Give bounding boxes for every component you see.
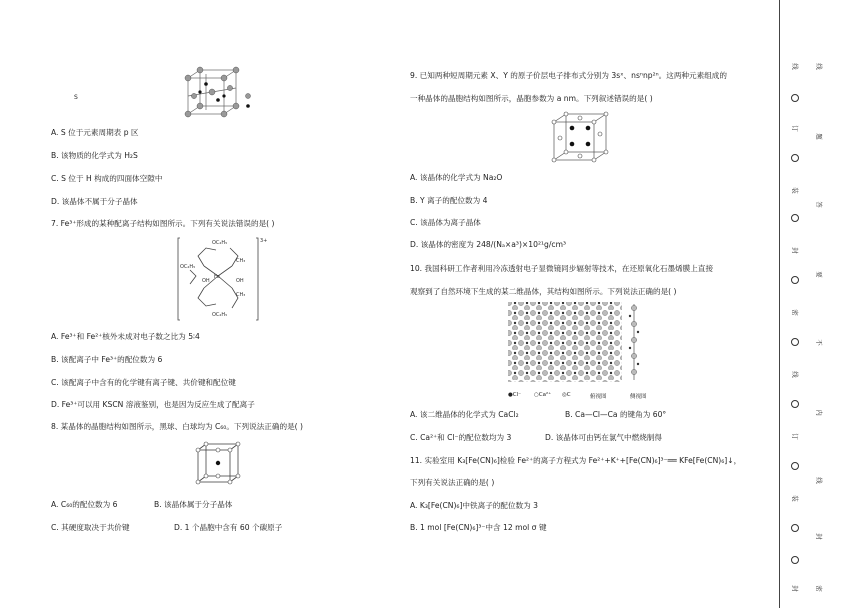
q6-crystal-figure <box>180 66 270 122</box>
svg-text:Fe: Fe <box>214 274 220 280</box>
binding-hole <box>791 338 799 346</box>
svg-text:CH₃: CH₃ <box>236 258 246 264</box>
q9-cell-figure <box>550 110 610 164</box>
q8-stem: 8. 某晶体的晶胞结构如图所示，黑球、白球均为 C₆₀。下列说法正确的是( ) <box>51 422 304 431</box>
margin-char: 装 <box>790 495 799 502</box>
margin-char: 装 <box>790 187 799 194</box>
svg-text:OC₂H₅: OC₂H₅ <box>212 240 228 246</box>
q11-stem-line1: 11. 实验室用 K₃[Fe(CN)₆]检验 Fe²⁺的离子方程式为 Fe²⁺+K⁺+[Fe(CN)₆]³⁻══ KFe[Fe(CN)₆]↓， <box>410 456 742 465</box>
q8-option-a: A. C₆₀的配位数为 6 <box>51 500 118 509</box>
q10-label-top-view: 俯视图 <box>590 394 607 400</box>
q8-option-c: C. 其硬度取决于共价键 <box>51 523 130 532</box>
q8-option-b: B. 该晶体属于分子晶体 <box>154 500 233 509</box>
binding-hole <box>791 524 799 532</box>
q10-option-b: B. Ca—Cl—Ca 的键角为 60° <box>565 410 667 419</box>
q9-option-c: C. 该晶体为离子晶体 <box>410 218 481 227</box>
margin-char: 线 <box>814 63 823 70</box>
q6-option-a: A. S 位于元素周期表 p 区 <box>51 128 139 137</box>
margin-char: 要 <box>814 271 823 278</box>
q10-lattice-figure <box>506 300 670 406</box>
q9-option-d: D. 该晶体的密度为 248/(Nₐ×a³)×10²¹g/cm³ <box>410 240 567 249</box>
q10-option-d: D. 该晶体可由钙在氯气中燃烧制得 <box>545 433 662 442</box>
q11-option-a: A. K₃[Fe(CN)₆]中铁离子的配位数为 3 <box>410 501 539 510</box>
q8-option-d: D. 1 个晶胞中含有 60 个碳原子 <box>174 523 283 532</box>
binding-line <box>779 0 780 608</box>
q7-stem: 7. Fe³⁺形成的某种配离子结构如图所示。下列有关说法错误的是( ) <box>51 219 275 228</box>
q10-option-c: C. Ca²⁺和 Cl⁻的配位数均为 3 <box>410 433 512 442</box>
margin-char: 订 <box>790 125 799 132</box>
margin-char: 封 <box>790 247 799 254</box>
margin-char: 密 <box>814 585 823 592</box>
svg-text:OH: OH <box>202 278 210 284</box>
svg-text:OC₂H₅: OC₂H₅ <box>212 312 228 318</box>
margin-char: 订 <box>790 433 799 440</box>
q9-option-b: B. Y 离子的配位数为 4 <box>410 196 488 205</box>
q9-option-a: A. 该晶体的化学式为 Na₂O <box>410 173 503 182</box>
binding-hole <box>791 400 799 408</box>
binding-hole <box>791 556 799 564</box>
margin-char: 线 <box>814 477 823 484</box>
q6-option-d: D. 该晶体不属于分子晶体 <box>51 197 138 206</box>
svg-text:OH: OH <box>236 278 244 284</box>
binding-hole <box>791 214 799 222</box>
binding-hole <box>791 462 799 470</box>
svg-text:3+: 3+ <box>260 238 268 244</box>
q7-complex-figure <box>176 236 266 322</box>
q7-option-d: D. Fe³⁺可以用 KSCN 溶液鉴别，也是因为反应生成了配离子 <box>51 400 255 409</box>
margin-char: 答 <box>814 201 823 208</box>
q10-legend-cl: ●Cl⁻ <box>508 392 522 398</box>
margin-char: 密 <box>790 309 799 316</box>
q10-option-a: A. 该二维晶体的化学式为 CaCl₂ <box>410 410 519 419</box>
q10-label-side-view: 侧视图 <box>630 394 647 400</box>
q9-stem-line2: 一种晶体的晶胞结构如图所示，晶胞参数为 a nm。下列叙述错误的是( ) <box>410 94 653 103</box>
q10-legend-ca: ○Ca²⁺ <box>534 392 552 398</box>
margin-char: 封 <box>790 585 799 592</box>
q10-stem-line1: 10. 我国科研工作者利用冷冻透射电子显微镜同步辐射等技术，在还原氧化石墨烯膜上直接 <box>410 264 714 273</box>
margin-char: 封 <box>814 533 823 540</box>
q6-legend-s: S <box>74 94 78 101</box>
binding-hole <box>791 154 799 162</box>
q10-legend-c: ◎C <box>562 392 571 398</box>
binding-hole <box>791 276 799 284</box>
q7-option-a: A. Fe³⁺和 Fe²⁺核外未成对电子数之比为 5∶4 <box>51 332 200 341</box>
svg-text:CH₃: CH₃ <box>236 292 246 298</box>
margin-char: 不 <box>814 339 823 346</box>
q7-option-b: B. 该配离子中 Fe³⁺的配位数为 6 <box>51 355 163 364</box>
q8-cell-figure <box>194 440 242 488</box>
q11-option-b: B. 1 mol [Fe(CN)₆]³⁻中含 12 mol σ 键 <box>410 523 547 532</box>
margin-char: 内 <box>814 409 823 416</box>
q10-stem-line2: 观察到了自然环境下生成的某二维晶体，其结构如图所示。下列说法正确的是( ) <box>410 287 677 296</box>
margin-char: 题 <box>814 133 823 140</box>
margin-char: 线 <box>790 371 799 378</box>
q7-option-c: C. 该配离子中含有的化学键有离子键、共价键和配位键 <box>51 378 236 387</box>
q11-stem-line2: 下列有关说法正确的是( ) <box>410 478 495 487</box>
margin-char: 线 <box>790 63 799 70</box>
q6-option-c: C. S 位于 H 构成的四面体空隙中 <box>51 174 163 183</box>
binding-hole <box>791 94 799 102</box>
q9-stem-line1: 9. 已知两种短周期元素 X、Y 的原子价层电子排布式分别为 3sˣ、nsⁿnp²ⁿ。这两种元素组成的 <box>410 71 727 80</box>
q6-option-b: B. 该物质的化学式为 H₂S <box>51 151 138 160</box>
svg-text:OC₂H₅: OC₂H₅ <box>180 264 196 270</box>
